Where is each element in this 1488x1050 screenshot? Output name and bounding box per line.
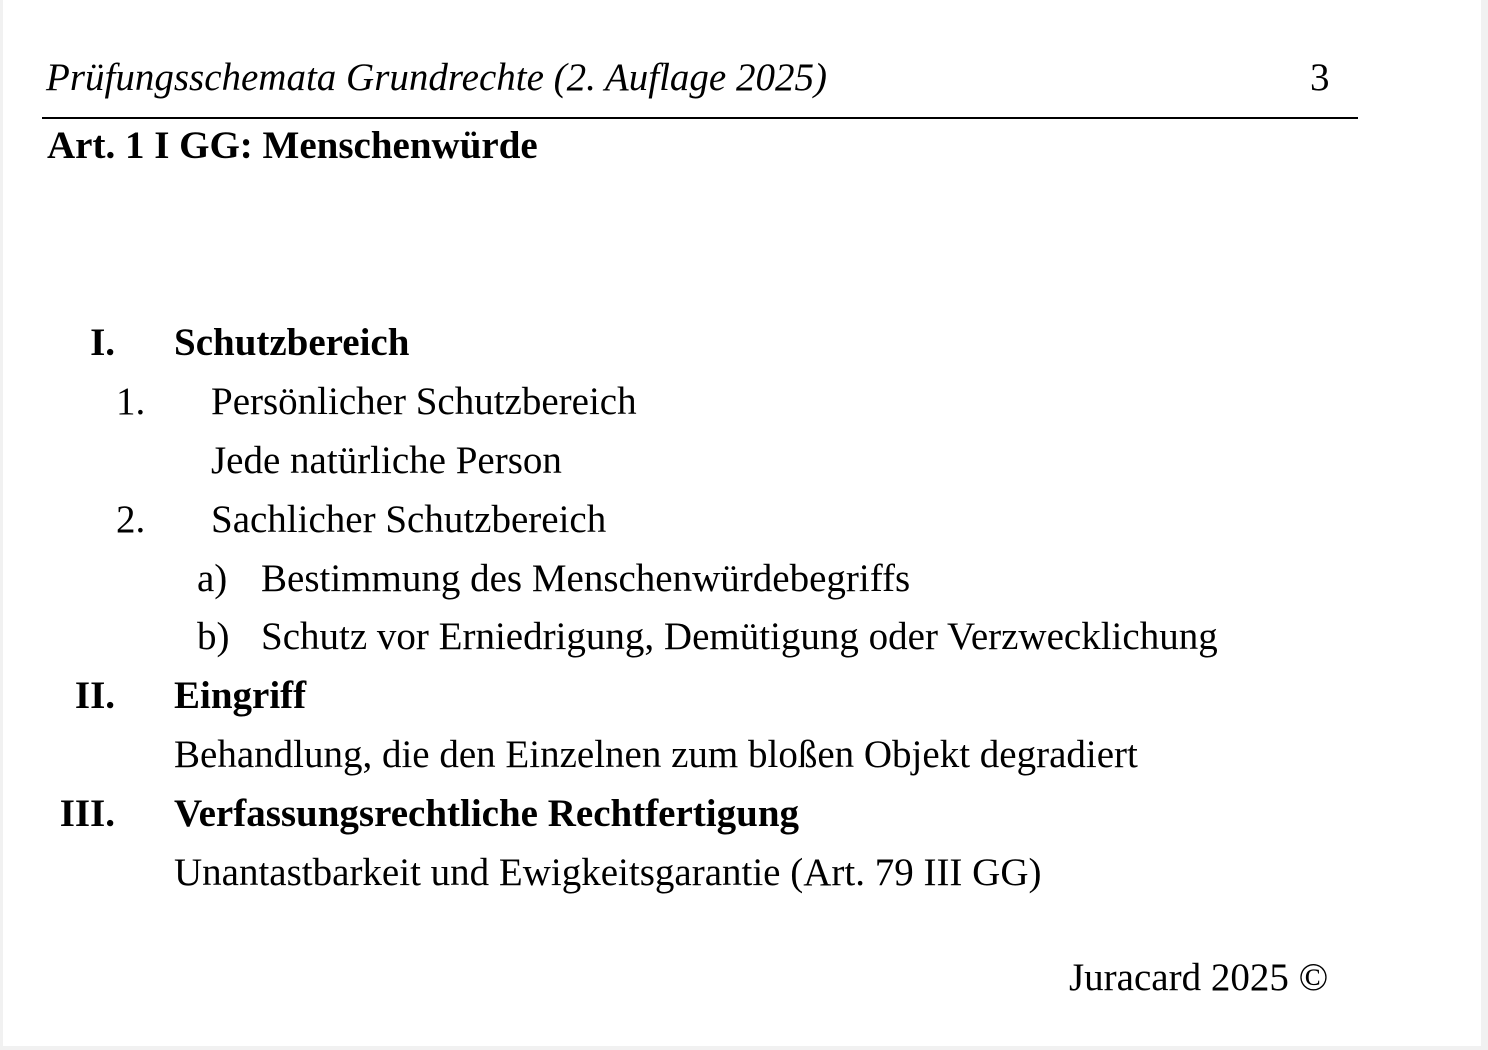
footer-copyright: Juracard 2025 © (1069, 956, 1329, 999)
outline-item-sachlicher-schutzbereich: Sachlicher Schutzbereich (211, 498, 607, 541)
outline-heading-schutzbereich: Schutzbereich (174, 321, 410, 364)
outline-item-number-2: 2. (116, 498, 146, 541)
header-title: Prüfungsschemata Grundrechte (2. Auflage 2025) (46, 56, 827, 99)
outline-detail-objekt-degradiert: Behandlung, die den Einzelnen zum bloßen Objekt degradiert (174, 733, 1138, 776)
outline-sub-letter-a: a) (197, 557, 228, 600)
outline-sub-letter-b: b) (197, 615, 230, 658)
outline-heading-eingriff: Eingriff (174, 674, 307, 717)
outline-sub-schutz-vor-erniedrigung: Schutz vor Erniedrigung, Demütigung oder Verzwecklichung (261, 615, 1218, 658)
outline-numeral-ii: II. (74, 674, 115, 717)
outline-detail-natuerliche-person: Jede natürliche Person (211, 439, 562, 482)
header-divider (42, 117, 1358, 119)
outline-heading-rechtfertigung: Verfassungsrechtliche Rechtfertigung (174, 792, 800, 835)
outline-numeral-i: I. (90, 321, 115, 364)
outline-numeral-iii: III. (59, 792, 115, 835)
outline-item-number-1: 1. (116, 380, 146, 423)
section-title: Art. 1 I GG: Menschenwürde (47, 124, 538, 167)
outline-item-persoenlicher-schutzbereich: Persönlicher Schutzbereich (211, 380, 637, 423)
outline-sub-menschenwuerdebegriff: Bestimmung des Menschenwürdebegriffs (261, 557, 911, 600)
outline-detail-ewigkeitsgarantie: Unantastbarkeit und Ewigkeitsgarantie (Art. 79 III GG) (174, 851, 1042, 894)
document-page (3, 0, 1481, 1046)
page-number: 3 (1310, 56, 1330, 99)
